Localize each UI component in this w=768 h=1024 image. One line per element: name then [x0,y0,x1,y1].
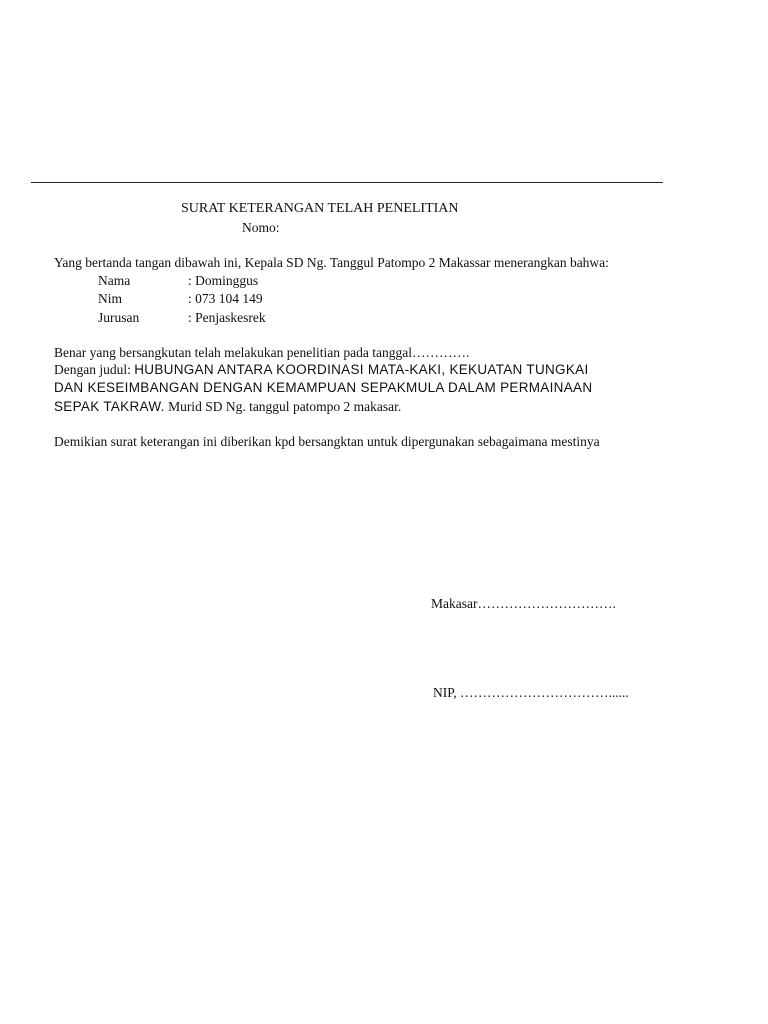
signature-nip: NIP, ……………………………...... [433,685,629,700]
signature-place-date: Makasar…………………………. [431,596,616,611]
research-title-suffix: Murid SD Ng. tanggul patompo 2 makasar. [164,399,402,414]
research-statement: Benar yang bersangkutan telah melakukan penelitian pada tanggal…………. [54,345,470,360]
field-value-nim: : 073 104 149 [188,291,263,306]
research-title-line-2: DAN KESEIMBANGAN DENGAN KEMAMPUAN SEPAKMULA DALAM PERMAINAAN [54,380,593,395]
research-title-text-1: HUBUNGAN ANTARA KOORDINASI MATA-KAKI, KEKUATAN TUNGKAI [134,362,589,377]
field-label-nama: Nama [98,273,131,288]
field-label-nim: Nim [98,291,123,306]
research-title-line-3 [54,399,401,415]
header-rule [31,182,663,183]
research-title-prefix: Dengan judul: [54,362,135,377]
letter-number-label: Nomo: [242,220,280,235]
letter-title: SURAT KETERANGAN TELAH PENELITIAN [181,201,459,216]
research-title-line-1 [54,362,589,378]
field-value-nama: : Dominggus [188,273,259,288]
field-value-jurusan: : Penjaskesrek [188,310,266,325]
research-title-text-3: SEPAK TAKRAW. [54,399,165,414]
field-label-jurusan: Jurusan [98,310,140,325]
intro-paragraph: Yang bertanda tangan dibawah ini, Kepala SD Ng. Tanggul Patompo 2 Makassar menerangkan bahwa: [54,255,609,270]
closing-paragraph: Demikian surat keterangan ini diberikan kpd bersangktan untuk dipergunakan sebagaimana mestinya [54,434,600,449]
